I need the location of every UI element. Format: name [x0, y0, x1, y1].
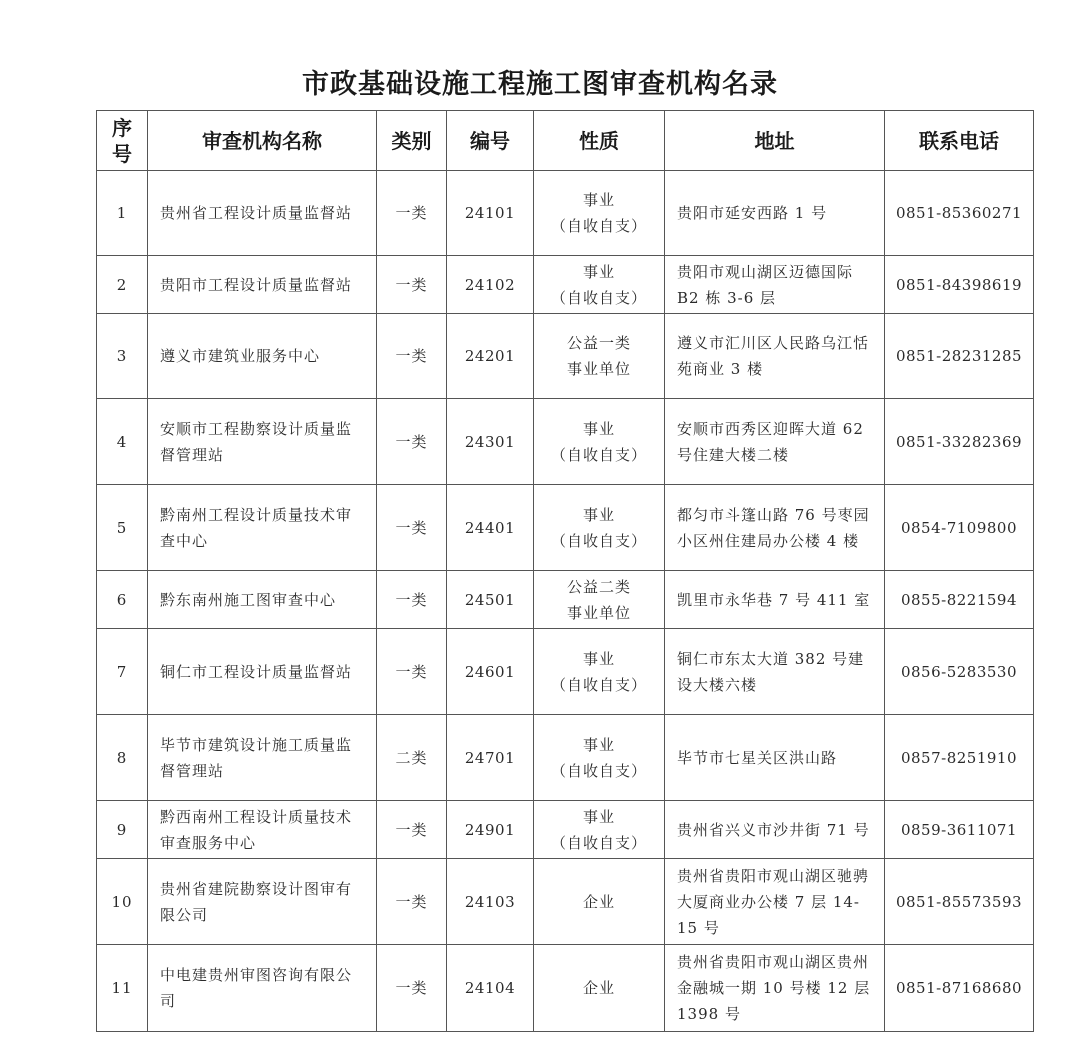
cell-category: 一类: [377, 256, 447, 314]
cell-address: 都匀市斗篷山路 76 号枣园小区州住建局办公楼 4 楼: [665, 485, 885, 571]
cell-category: 一类: [377, 485, 447, 571]
cell-phone: 0851-85573593: [885, 859, 1034, 945]
cell-category: 一类: [377, 314, 447, 399]
cell-name: 贵州省工程设计质量监督站: [148, 171, 377, 256]
cell-code: 24201: [447, 314, 534, 399]
review-agency-table: [96, 110, 1034, 1032]
table-row: [97, 859, 1034, 945]
cell-nature: 公益二类 事业单位: [534, 571, 665, 629]
header-row: [97, 111, 1034, 171]
cell-nature: 事业 （自收自支）: [534, 399, 665, 485]
cell-nature: 事业 （自收自支）: [534, 629, 665, 715]
cell-category: 一类: [377, 171, 447, 256]
cell-address: 安顺市西秀区迎晖大道 62 号住建大楼二楼: [665, 399, 885, 485]
cell-seq: 1: [97, 171, 148, 256]
cell-seq: 6: [97, 571, 148, 629]
cell-category: 一类: [377, 399, 447, 485]
cell-seq: 11: [97, 945, 148, 1032]
cell-code: 24104: [447, 945, 534, 1032]
header-nature: 性质: [534, 111, 665, 171]
table-row: [97, 314, 1034, 399]
cell-name: 毕节市建筑设计施工质量监督管理站: [148, 715, 377, 801]
table-row: [97, 801, 1034, 859]
cell-seq: 2: [97, 256, 148, 314]
table-row: [97, 256, 1034, 314]
cell-nature: 公益一类 事业单位: [534, 314, 665, 399]
cell-address: 贵州省兴义市沙井街 71 号: [665, 801, 885, 859]
cell-seq: 10: [97, 859, 148, 945]
cell-code: 24101: [447, 171, 534, 256]
cell-name: 中电建贵州审图咨询有限公司: [148, 945, 377, 1032]
table-row: [97, 485, 1034, 571]
table-row: [97, 571, 1034, 629]
cell-nature: 事业 （自收自支）: [534, 171, 665, 256]
header-code: 编号: [447, 111, 534, 171]
cell-category: 一类: [377, 859, 447, 945]
cell-address: 贵州省贵阳市观山湖区贵州金融城一期 10 号楼 12 层 1398 号: [665, 945, 885, 1032]
cell-code: 24401: [447, 485, 534, 571]
header-seq: 序 号: [97, 111, 148, 171]
cell-phone: 0851-33282369: [885, 399, 1034, 485]
cell-seq: 5: [97, 485, 148, 571]
cell-seq: 8: [97, 715, 148, 801]
cell-address: 贵阳市延安西路 1 号: [665, 171, 885, 256]
cell-phone: 0851-28231285: [885, 314, 1034, 399]
cell-address: 毕节市七星关区洪山路: [665, 715, 885, 801]
cell-category: 一类: [377, 801, 447, 859]
cell-phone: 0859-3611071: [885, 801, 1034, 859]
header-address: 地址: [665, 111, 885, 171]
table-row: [97, 629, 1034, 715]
cell-code: 24601: [447, 629, 534, 715]
cell-seq: 3: [97, 314, 148, 399]
header-phone: 联系电话: [885, 111, 1034, 171]
page-title: 市政基础设施工程施工图审查机构名录: [302, 69, 778, 100]
cell-phone: 0855-8221594: [885, 571, 1034, 629]
cell-code: 24901: [447, 801, 534, 859]
cell-code: 24103: [447, 859, 534, 945]
cell-name: 贵州省建院勘察设计图审有限公司: [148, 859, 377, 945]
cell-name: 安顺市工程勘察设计质量监督管理站: [148, 399, 377, 485]
cell-address: 贵州省贵阳市观山湖区驰骋大厦商业办公楼 7 层 14-15 号: [665, 859, 885, 945]
cell-phone: 0857-8251910: [885, 715, 1034, 801]
cell-code: 24102: [447, 256, 534, 314]
header-category: 类别: [377, 111, 447, 171]
cell-code: 24701: [447, 715, 534, 801]
cell-code: 24501: [447, 571, 534, 629]
cell-nature: 事业 （自收自支）: [534, 801, 665, 859]
cell-phone: 0851-84398619: [885, 256, 1034, 314]
cell-address: 铜仁市东太大道 382 号建设大楼六楼: [665, 629, 885, 715]
cell-name: 黔东南州施工图审查中心: [148, 571, 377, 629]
cell-nature: 事业 （自收自支）: [534, 715, 665, 801]
cell-category: 一类: [377, 629, 447, 715]
table-row: [97, 171, 1034, 256]
cell-category: 一类: [377, 945, 447, 1032]
cell-name: 黔西南州工程设计质量技术审查服务中心: [148, 801, 377, 859]
cell-seq: 7: [97, 629, 148, 715]
table-row: [97, 945, 1034, 1032]
cell-name: 铜仁市工程设计质量监督站: [148, 629, 377, 715]
cell-category: 一类: [377, 571, 447, 629]
cell-seq: 9: [97, 801, 148, 859]
cell-nature: 事业 （自收自支）: [534, 256, 665, 314]
cell-seq: 4: [97, 399, 148, 485]
cell-category: 二类: [377, 715, 447, 801]
cell-name: 遵义市建筑业服务中心: [148, 314, 377, 399]
cell-nature: 企业: [534, 945, 665, 1032]
cell-name: 贵阳市工程设计质量监督站: [148, 256, 377, 314]
cell-address: 凯里市永华巷 7 号 411 室: [665, 571, 885, 629]
table-row: [97, 715, 1034, 801]
cell-name: 黔南州工程设计质量技术审查中心: [148, 485, 377, 571]
cell-address: 贵阳市观山湖区迈德国际B2 栋 3-6 层: [665, 256, 885, 314]
cell-nature: 企业: [534, 859, 665, 945]
cell-phone: 0851-87168680: [885, 945, 1034, 1032]
cell-phone: 0854-7109800: [885, 485, 1034, 571]
cell-phone: 0851-85360271: [885, 171, 1034, 256]
cell-code: 24301: [447, 399, 534, 485]
cell-address: 遵义市汇川区人民路乌江恬苑商业 3 楼: [665, 314, 885, 399]
table-row: [97, 399, 1034, 485]
cell-phone: 0856-5283530: [885, 629, 1034, 715]
cell-nature: 事业 （自收自支）: [534, 485, 665, 571]
header-name: 审查机构名称: [148, 111, 377, 171]
